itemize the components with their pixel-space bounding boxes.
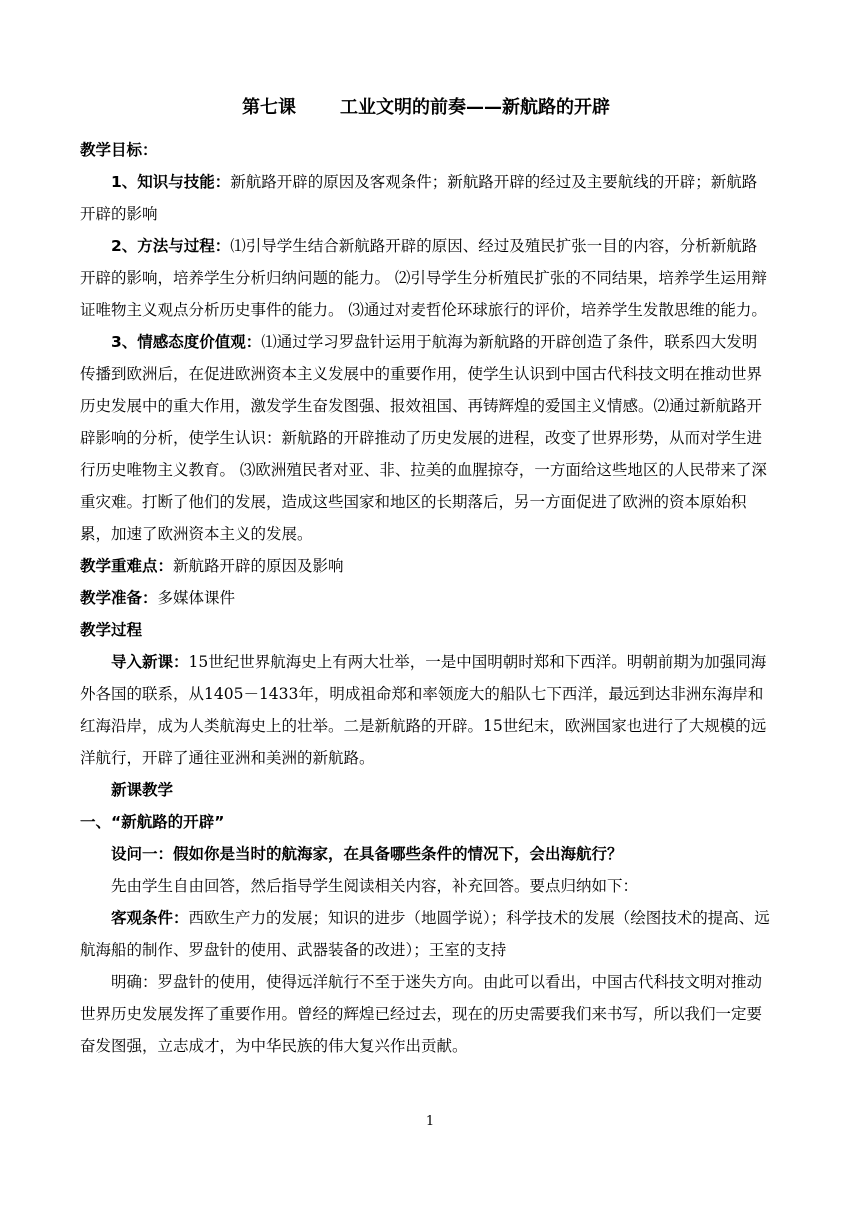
- title-main: 工业文明的前奏——新航路的开辟: [340, 97, 610, 118]
- conditions-text: 西欧生产力的发展；知识的进步（地圆学说）；科学技术的发展（绘图技术的提高、远航海船的制作、罗盘针的使用、武器装备的改进）；王室的支持: [80, 909, 770, 959]
- key-points-text: 新航路开辟的原因及影响: [173, 557, 344, 575]
- objective-method-text: ⑴引导学生结合新航路开辟的原因、经过及殖民扩张一目的内容，分析新航路开辟的影响，培养学生分析归纳问题的能力。 ⑵引导学生分析殖民扩张的不同结果，培养学生运用辩证唯物主义观点分析历史事件的能力。 ⑶通过对麦哲伦环球旅行的评价，培养学生发散思维的能力。: [80, 237, 767, 319]
- objective-knowledge: [80, 166, 772, 230]
- page-number: 1: [425, 1114, 435, 1129]
- intro-text: 15世纪世界航海史上有两大壮举，一是中国明朝时郑和下西洋。明朝前期为加强同海外各国的联系，从1405－1433年，明成祖命郑和率领庞大的船队七下西洋，最远到达非洲东海岸和红海沿岸，成为人类航海史上的壮举。二是新航路的开辟。15世纪末，欧洲国家也进行了大规模的远洋航行，开辟了通往亚洲和美洲的新航路。: [80, 653, 767, 767]
- title-lesson: 第七课: [242, 97, 296, 118]
- conditions-label: 客观条件：: [111, 909, 189, 927]
- objective-method-label: 2、方法与过程：: [111, 237, 231, 255]
- objective-knowledge-text: 新航路开辟的原因及客观条件；新航路开辟的经过及主要航线的开辟；新航路开辟的影响: [80, 173, 758, 223]
- process-heading: 教学过程: [80, 621, 143, 639]
- document-body: [80, 88, 772, 1062]
- intro-paragraph: [80, 646, 772, 774]
- teaching-prep: [80, 582, 772, 614]
- teaching-prep-text: 多媒体课件: [157, 589, 236, 607]
- intro-label: 导入新课：: [111, 653, 189, 671]
- question-1: 设问一：假如你是当时的航海家，在具备哪些条件的情况下，会出海航行？: [111, 845, 623, 863]
- objective-knowledge-label: 1、知识与技能：: [111, 173, 231, 191]
- teaching-prep-label: 教学准备：: [80, 589, 158, 607]
- objectives-heading: 教学目标：: [80, 141, 158, 159]
- objective-method: [80, 230, 772, 326]
- objective-values-label: 3、情感态度价值观：: [111, 333, 262, 351]
- new-lesson-heading: 新课教学: [111, 781, 174, 799]
- page-title: [80, 88, 772, 128]
- clarify-paragraph: 明确：罗盘针的使用，使得远洋航行不至于迷失方向。由此可以看出，中国古代科技文明对推动世界历史发展发挥了重要作用。曾经的辉煌已经过去，现在的历史需要我们来书写，所以我们一定要奋发图强，立志成才，为中华民族的伟大复兴作出贡献。: [80, 973, 763, 1055]
- key-points: [80, 550, 772, 582]
- objective-values-text: ⑴通过学习罗盘针运用于航海为新航路的开辟创造了条件，联系四大发明传播到欧洲后，在促进欧洲资本主义发展中的重要作用，使学生认识到中国古代科技文明在推动世界历史发展中的重大作用，激发学生奋发图强、报效祖国、再铸辉煌的爱国主义情感。⑵通过新航路开辟影响的分析，使学生认识：新航路的开辟推动了历史发展的进程，改变了世界形势，从而对学生进行历史唯物主义教育。 ⑶欧洲殖民者对亚、非、拉美的血腥掠夺，一方面给这些地区的人民带来了深重灾难。打断了他们的发展，造成这些国家和地区的长期落后，另一方面促进了欧洲的资本原始积累，加速了欧洲资本主义的发展。: [80, 333, 767, 543]
- objective-conditions: [80, 902, 772, 966]
- section1-heading: 一、“新航路的开辟”: [80, 813, 225, 831]
- answer-intro: 先由学生自由回答，然后指导学生阅读相关内容，补充回答。要点归纳如下：: [111, 877, 639, 895]
- key-points-label: 教学重难点：: [80, 557, 174, 575]
- objective-values: [80, 326, 772, 550]
